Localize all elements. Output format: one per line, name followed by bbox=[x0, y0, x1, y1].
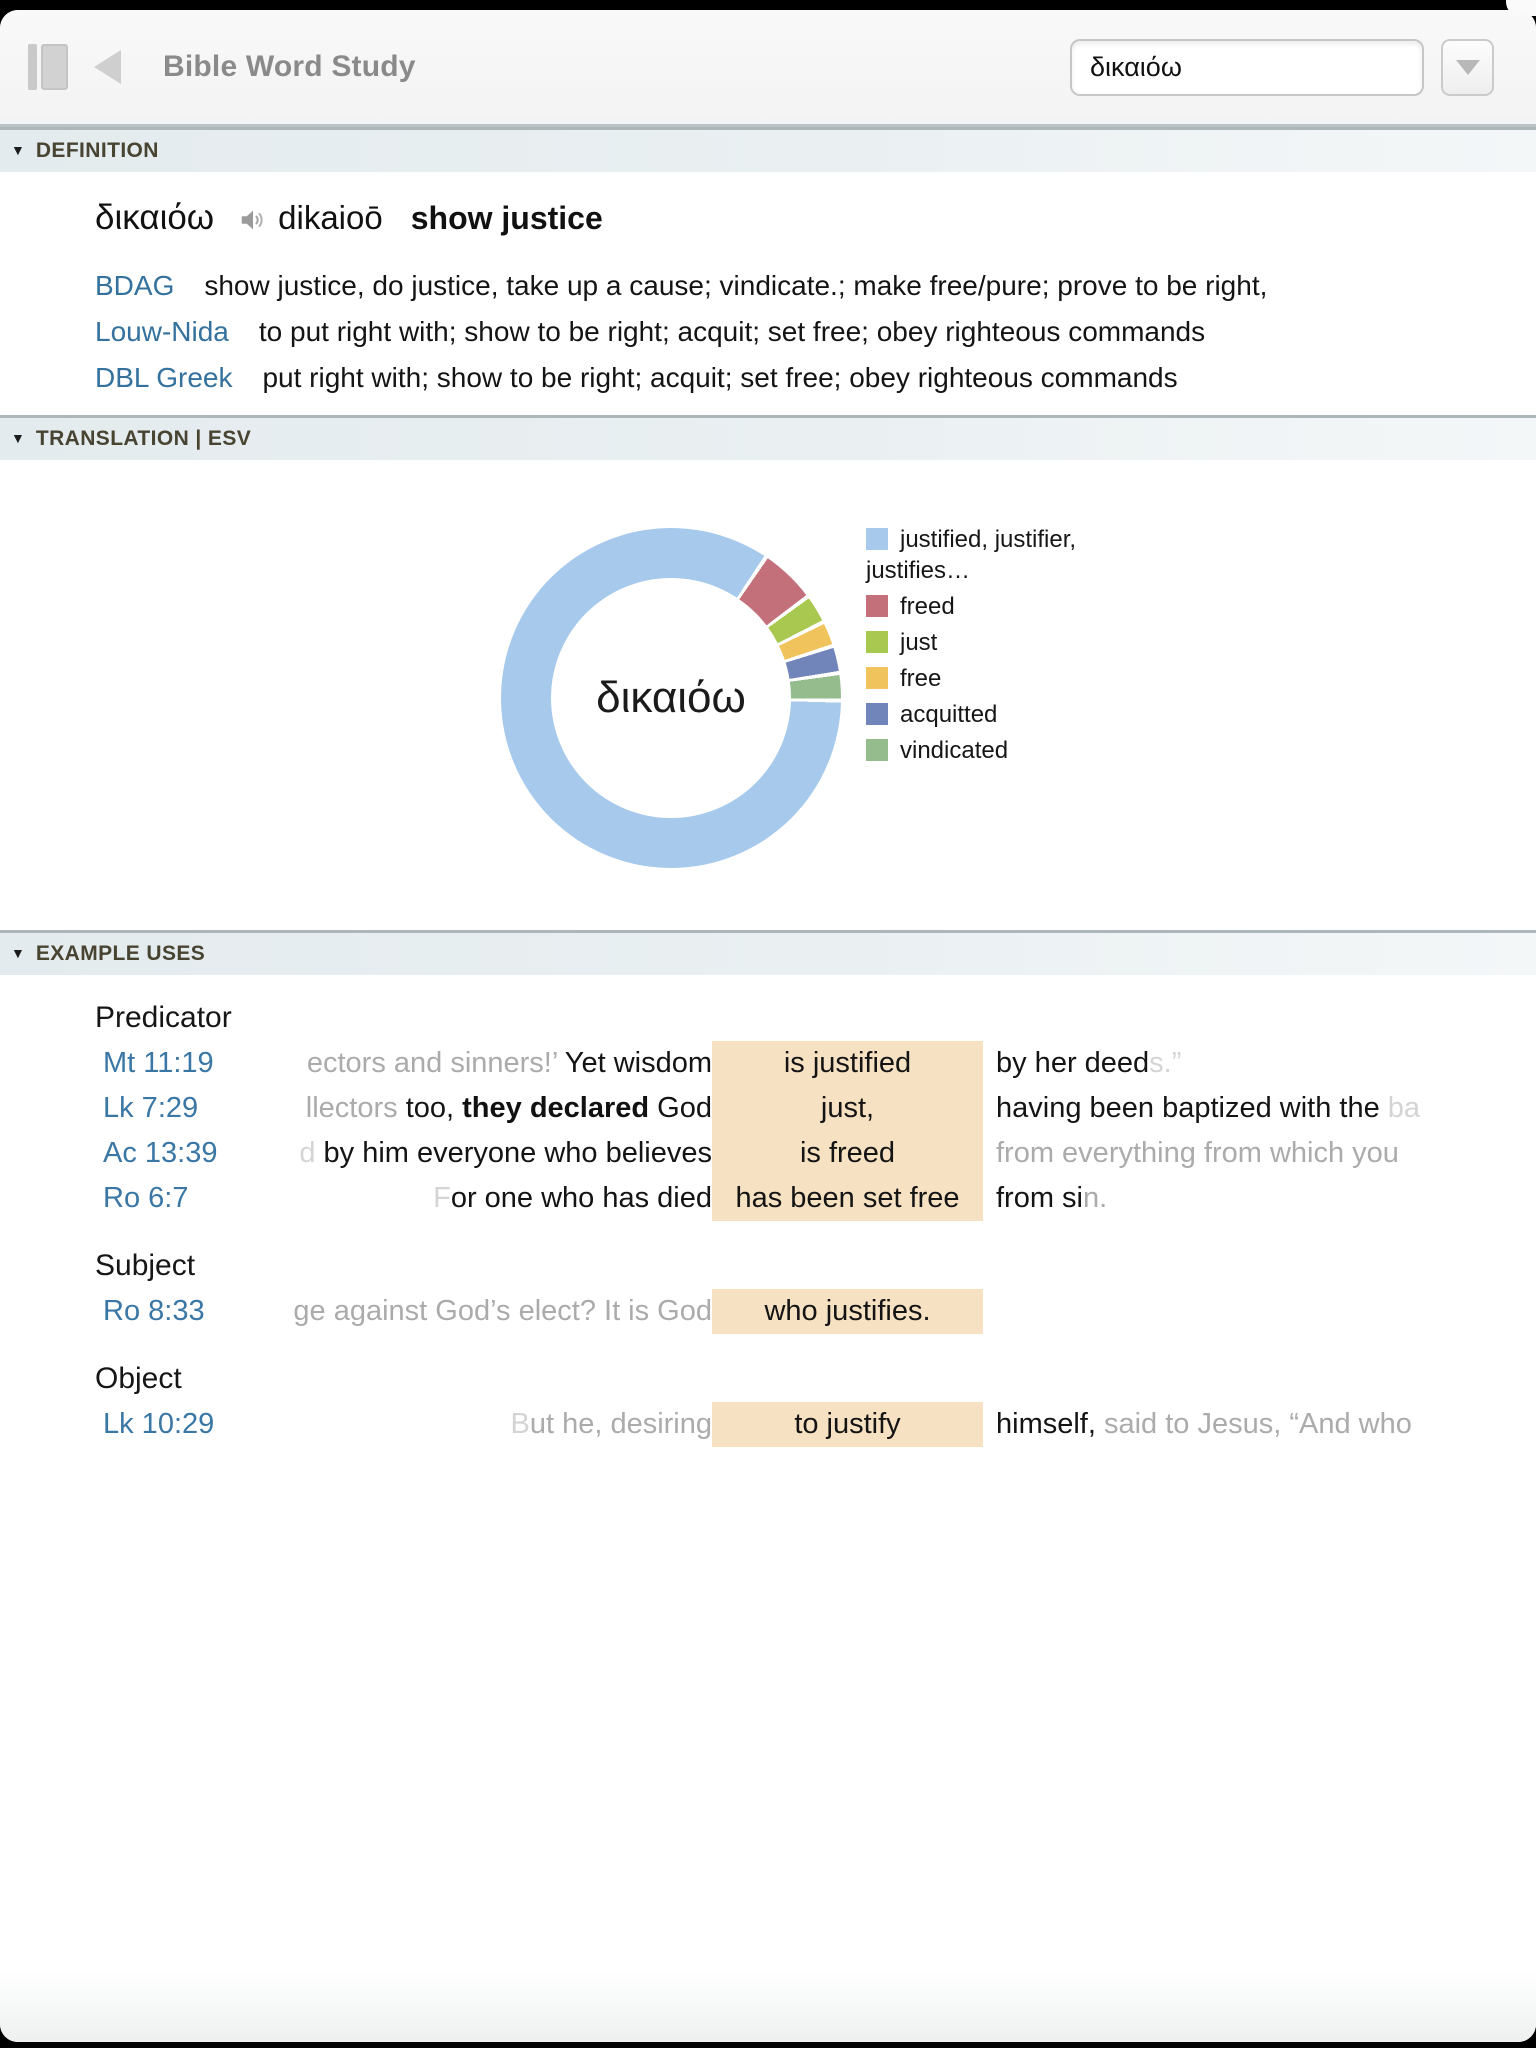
legend-item bbox=[866, 591, 1138, 622]
context-text: s.” bbox=[1149, 1047, 1182, 1079]
chart-legend bbox=[866, 524, 1138, 771]
toolbar bbox=[0, 10, 1536, 127]
lexicon-definition: put right with; show to be right; acquit; set free; obey righteous commands bbox=[262, 362, 1178, 393]
verse-reference-link[interactable]: Ac 13:39 bbox=[103, 1137, 218, 1169]
section-label-translation: TRANSLATION | ESV bbox=[35, 427, 252, 450]
context-text: they declared bbox=[462, 1092, 650, 1124]
lexicon-definition: show justice, do justice, take up a cause; vindicate.; make free/pure; prove to be right, bbox=[204, 270, 1268, 301]
legend-label: free bbox=[900, 665, 942, 692]
section-header-example-uses[interactable] bbox=[0, 930, 1536, 975]
verse-reference-link[interactable]: Mt 11:19 bbox=[103, 1047, 214, 1079]
lexicon-link-louw-nida[interactable]: Louw-Nida bbox=[95, 316, 229, 347]
grammar-group-heading: Subject bbox=[95, 1249, 196, 1282]
legend-label: freed bbox=[900, 593, 955, 620]
lexicon-definition: to put right with; show to be right; acquit; set free; obey righteous commands bbox=[258, 316, 1206, 347]
left-context bbox=[275, 1047, 712, 1080]
section-header-translation[interactable] bbox=[0, 415, 1536, 460]
context-text: ge against God’s elect? It is God bbox=[293, 1295, 712, 1327]
highlighted-translation: has been set free bbox=[712, 1176, 983, 1221]
grammar-group-heading: Predicator bbox=[95, 1001, 232, 1034]
right-context bbox=[983, 1047, 1536, 1080]
legend-label: just bbox=[900, 629, 938, 656]
right-context bbox=[983, 1408, 1536, 1441]
panels-icon[interactable] bbox=[28, 44, 68, 90]
legend-label: acquitted bbox=[900, 701, 998, 728]
example-row bbox=[0, 1402, 1536, 1447]
legend-label: vindicated bbox=[900, 737, 1009, 764]
verse-reference-link[interactable]: Lk 10:29 bbox=[103, 1408, 215, 1440]
context-text: said to Jesus, “And who bbox=[1095, 1408, 1412, 1440]
left-context bbox=[275, 1408, 712, 1441]
highlighted-translation: just, bbox=[712, 1086, 983, 1131]
legend-item bbox=[866, 735, 1138, 766]
context-text: d bbox=[299, 1137, 324, 1169]
verse-reference-link[interactable]: Ro 6:7 bbox=[103, 1182, 189, 1214]
collapse-triangle-icon: ▼ bbox=[11, 945, 25, 961]
lexicon-row bbox=[95, 270, 1496, 302]
legend-swatch bbox=[866, 667, 888, 689]
context-text: having been baptized with the bbox=[996, 1092, 1388, 1124]
context-text: F bbox=[433, 1182, 451, 1214]
example-row bbox=[0, 1041, 1536, 1086]
example-row bbox=[0, 1086, 1536, 1131]
panels-icon-bar bbox=[28, 44, 37, 90]
greek-headword: δικαιόω bbox=[95, 198, 215, 237]
context-text: ectors and sinners!’ bbox=[306, 1047, 565, 1079]
context-text: ut he, desiring bbox=[529, 1408, 712, 1440]
gloss: show justice bbox=[410, 199, 603, 236]
legend-swatch bbox=[866, 595, 888, 617]
example-uses-section bbox=[0, 975, 1536, 2042]
context-text: n. bbox=[1083, 1182, 1108, 1214]
highlighted-translation: is freed bbox=[712, 1131, 983, 1176]
example-row bbox=[0, 1131, 1536, 1176]
verse-reference-link[interactable]: Lk 7:29 bbox=[103, 1092, 199, 1124]
lexicon-link-dbl-greek[interactable]: DBL Greek bbox=[95, 362, 233, 393]
left-context bbox=[275, 1182, 712, 1215]
highlighted-translation: who justifies. bbox=[712, 1289, 983, 1334]
headword-row bbox=[95, 198, 1496, 238]
right-context bbox=[983, 1182, 1536, 1215]
context-text: B bbox=[510, 1408, 530, 1440]
context-text: by him everyone who believes bbox=[323, 1137, 712, 1169]
context-text: from si bbox=[996, 1182, 1083, 1214]
context-text: himself, bbox=[996, 1408, 1096, 1440]
collapse-triangle-icon: ▼ bbox=[11, 142, 25, 158]
right-context bbox=[983, 1092, 1536, 1125]
verse-reference-link[interactable]: Ro 8:33 bbox=[103, 1295, 205, 1327]
collapse-triangle-icon: ▼ bbox=[11, 430, 25, 446]
chevron-down-icon bbox=[1456, 60, 1480, 75]
left-context bbox=[275, 1295, 712, 1328]
context-text: by her deed bbox=[996, 1047, 1150, 1079]
legend-item bbox=[866, 524, 1138, 586]
lexicon-link-bdag[interactable]: BDAG bbox=[95, 270, 175, 301]
panels-icon-pane bbox=[41, 44, 68, 90]
highlighted-translation: to justify bbox=[712, 1402, 983, 1447]
word-dropdown-button[interactable] bbox=[1441, 39, 1494, 96]
left-context bbox=[275, 1137, 712, 1170]
section-header-definition[interactable] bbox=[0, 127, 1536, 172]
context-text: from everything from which you bbox=[996, 1137, 1399, 1169]
example-groups bbox=[0, 1001, 1536, 1447]
right-context bbox=[983, 1137, 1536, 1170]
context-text: llectors bbox=[305, 1092, 406, 1124]
context-text: too, bbox=[405, 1092, 463, 1124]
context-text: Yet wisdom bbox=[564, 1047, 712, 1079]
legend-swatch bbox=[866, 703, 888, 725]
legend-item bbox=[866, 663, 1138, 694]
word-search-input[interactable] bbox=[1070, 39, 1424, 96]
lexicon-row bbox=[95, 316, 1496, 348]
speaker-icon[interactable] bbox=[238, 205, 268, 235]
lexicon-row bbox=[95, 362, 1496, 394]
donut-center-label: δικαιόω bbox=[596, 673, 746, 722]
legend-swatch bbox=[866, 528, 888, 550]
translation-chart-section bbox=[0, 460, 1536, 930]
legend-swatch bbox=[866, 631, 888, 653]
left-context bbox=[275, 1092, 712, 1125]
legend-label: justified, justifier, justifies… bbox=[866, 526, 1077, 584]
legend-item bbox=[866, 627, 1138, 658]
grammar-group-heading: Object bbox=[95, 1362, 182, 1395]
legend-swatch bbox=[866, 739, 888, 761]
back-icon[interactable] bbox=[94, 50, 121, 84]
highlighted-translation: is justified bbox=[712, 1041, 983, 1086]
bible-word-study-panel bbox=[0, 10, 1536, 2042]
example-row bbox=[0, 1176, 1536, 1221]
page-title: Bible Word Study bbox=[163, 50, 416, 83]
context-text: or one who has died bbox=[450, 1182, 712, 1214]
section-label-definition: DEFINITION bbox=[35, 139, 159, 162]
toolbar-right bbox=[1070, 39, 1494, 96]
toolbar-left bbox=[28, 44, 416, 90]
legend-item bbox=[866, 699, 1138, 730]
donut-chart[interactable] bbox=[501, 528, 841, 868]
transliteration: dikaioō bbox=[278, 199, 383, 236]
context-text: God bbox=[649, 1092, 712, 1124]
definition-section bbox=[0, 172, 1536, 415]
context-text: ba bbox=[1387, 1092, 1421, 1124]
example-row bbox=[0, 1289, 1536, 1334]
section-label-example-uses: EXAMPLE USES bbox=[35, 942, 206, 965]
